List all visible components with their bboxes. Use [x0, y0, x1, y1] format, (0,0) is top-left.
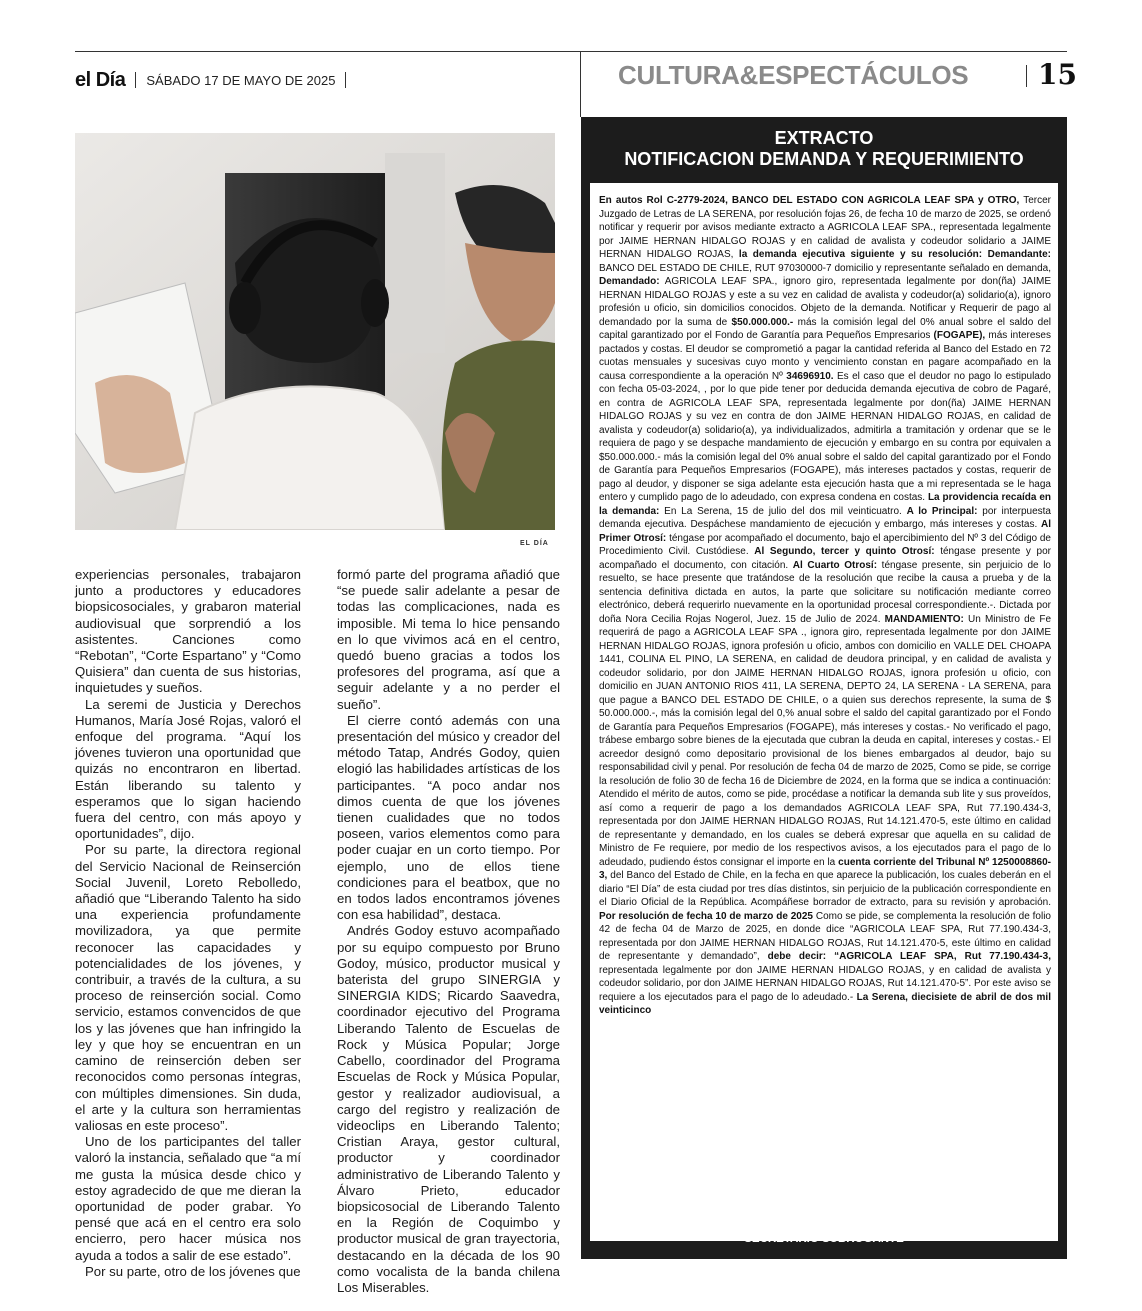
newspaper-logo: el Día: [75, 68, 126, 91]
notice-segment: más la comisión legal del 0% anual sobre el saldo del capital garantizado por el Fondo de Garantía para Pequeños Empresarios: [599, 316, 1051, 341]
notice-segment: Al Segundo, tercer y quinto Otrosí:: [754, 546, 935, 557]
section-title: CULTURA&ESPECTÁCULOS: [618, 60, 969, 90]
legal-notice-text: [599, 194, 1051, 1018]
article-column-1: [75, 567, 301, 1280]
notice-segment: Por resolución de fecha 10 de marzo de 2025: [599, 910, 813, 922]
article-paragraph: experiencias personales, trabajaron junto a productores y educadores biopsicosociales, y grabaron material audiovisual que sorprendió a los asistentes. Canciones como “Rebotan”, “Corte Espartano” y “Como Quisiera” dan cuenta de sus historias, inquietudes y sueños.: [75, 567, 301, 696]
article-paragraph: Andrés Godoy estuvo acompañado por su equipo compuesto por Bruno Godoy, músico, productor musical y baterista del grupo SINERGIA y SINERGIA KIDS; Ricardo Saavedra, coordinador ejecutivo del Programa Liberando Talento de Escuelas de Rock y Música Popular; Jorge Cabello, coordinador del Programa Escuelas de Rock y Música Popular, gestor y realizador audiovisual, a cargo del registro y realización de videoclips en Liberando Talento; Cristian Araya, gestor cultural, productor y coordinador administrativo de Liberando Talento y Álvaro Prieto, educador biopsicosocial de Liberando Talento en la Región de Coquimbo y productor musical de gran trayectoria, destacando en la década de los 90 como vocalista de la banda chilena Los Miserables.: [337, 923, 560, 1295]
article-paragraph: Por su parte, la directora regional del Servicio Nacional de Reinserción Social Juvenil, Loreto Rebolledo, añadió que “Liberando Talento ha sido una experiencia profundamente movilizadora, ya que permite reconocer las capacidades y potencialidades de los jóvenes, y contribuir, a través de la cultura, a su proceso de reinserción social. Como servicio, estamos convencidos de que los y las jóvenes que han infringido la ley y que hoy se encuentran en un camino de reinserción deben ser reconocidos como personas íntegras, con múltiples dimensiones. Sin duda, el arte y la cultura son herramientas valiosas en este proceso”.: [75, 842, 301, 1133]
notice-segment: representada legalmente por don JAIME HERNAN HIDALGO ROJAS, y en calidad de avalista y codeudor solidario, por don JAIME HERNAN HIDALGO ROJAS, Rut 14.121.470-5”. Por este aviso se requiere a los ejecutados para el pago de lo adeudado.-: [599, 964, 1051, 1003]
notice-segment: la demanda ejecutiva siguiente y su resolución: Demandante:: [738, 249, 1051, 260]
header-divider: [580, 51, 581, 117]
header-rule: [75, 51, 1067, 52]
notice-segment: Tercer Juzgado de Letras de LA SERENA, por resolución fojas 26, de fecha 10 de marzo de 2025, se ordenó notificar y requerir por avisos mediante extracto a AGRICOLA LEAF SPA., representada legalmente por JAIME HERNAN HIDALGO ROJAS y en calidad de avalista y codeudor solidario a JAIME HERNAN HIDALGO ROJAS,: [599, 195, 1051, 260]
notice-segment: MANDAMIENTO:: [884, 613, 964, 625]
legal-notice: [581, 117, 1067, 1259]
notice-segment: La Serena, diecisiete de abril de dos mil veinticinco: [599, 991, 1051, 1016]
notice-segment: (FOGAPE),: [933, 330, 986, 341]
notice-segment: En La Serena, 15 de julio del dos mil veinticuatro.: [659, 505, 907, 517]
signer-name: ERICK BARRIOS RIQUELME: [746, 1217, 902, 1229]
notice-segment: BANCO DEL ESTADO DE CHILE, RUT 97030000-7 domicilio y representante señalado en demanda,: [599, 262, 1051, 274]
notice-segment: Al Cuarto Otrosí:: [792, 559, 878, 571]
page-number-separator: [1026, 65, 1027, 87]
notice-segment: La providencia recaída en la demanda:: [599, 492, 1051, 517]
article-paragraph: El cierre contó además con una presentación del músico y creador del método Tatap, Andrés Godoy, quien elogió las habilidades artísticas de los participantes. “A poco andar nos dimos cuenta de que los jóvenes tienen cualidades que no todos poseen, varios elementos como para poder cuajar en un corto tiempo. Por ejemplo, uno de ellos tiene condiciones para el beatbox, que no en todos lados encontramos jóvenes con esa habilidad”, destaca.: [337, 712, 560, 923]
article-paragraph: formó parte del programa añadió que “se puede salir adelante a pesar de todas las complicaciones, nada es imposible. Mi tema lo hice pensando en lo que vivimos acá en el centro, quedó bueno gracias a todos los profesores del programa, así que a seguir adelante y a no perder el sueño”.: [337, 567, 560, 712]
notice-segment: Es el caso que el deudor no pago lo estipulado con fecha 05-03-2024, , por lo que pide tener por deducida demanda ejecutiva de cobro de Pagaré, en contra de AGRICOLA LEAF SPA, representada legalmente por don(ña) JAIME HERNAN HIDALGO ROJAS y su vez en contra de don JAIME HERNAN HIDALGO ROJAS, en calidad de avalista y codeudor(a) solidario(a), ya individualizados, admitirla a tramitación y ordenar que se le requiera de pago y se despache mandamiento de ejecución y embargo en su contra por equivalen a $50.000.000.- más la comisión legal del 0% anual sobre el saldo del capital garantizado por el Fondo de Garantía para Pequeños Empresarios (FOGAPE), más intereses pactados y costas, requerir de pago al deudor, y disponer se siga adelante esta ejecución hasta que a mi representada se le haga entero y cumplido pago de lo adeudado, con expresa condena en costas.: [599, 370, 1051, 503]
header-separator: [135, 72, 136, 88]
notice-segment: debe decir: “AGRICOLA LEAF SPA, Rut 77.190.434-3,: [767, 951, 1051, 962]
notice-segment: téngase presente, sin perjuicio de lo resuelto, se hace presente que tratándose de la resolución que recibe la causa a prueba y de la sentencia definitiva dictada en autos, la parte que solicitare su notificación mediante correo electrónico, deberá requerirlo nuevamente en la oportunidad procesal correspondiente.-. Dictada por doña Nora Cecilia Rojas Nogerol, Juez. 15 de Julio de 2024.: [599, 559, 1051, 625]
article-photo: [75, 133, 555, 530]
notice-segment: 34696910.: [786, 370, 834, 382]
notice-segment: Un Ministro de Fe requerirá de pago a AGRICOLA LEAF SPA ., ignora giro, representada legalmente por don JAIME HERNAN HIDALGO ROJAS, ignora profesión u oficio, ambos con domicilio en VALLE DEL CHOAPA 1441, COLINA EL PINO, LA SERENA, en calidad de deudora principal, y en calidad de avalista y codeudor solidario, por don JAIME HERNAN HIDALGO ROJAS, ignora profesión u oficio, con domicilio en JUAN ANTONIO RIOS 411, LA SERENA, DEPTO 24, LA SERENA - LA SERENA, para que pague a BANCO DEL ESTADO DE CHILE, o a quien sus derechos represente, la suma de $ 50.000.000.-, más la comisión legal del 0,% anual sobre el saldo del capital garantizado por el Fondo de Garantía para Pequeños Empresarios (FOGAPE), más intereses y costas.- No verificado el pago, trábese embargo sobre bienes de la ejecutada que cubran la deuda en capital, intereses y costas.- El acreedor designó como depositario provisional de los bienes embargados al deudor, bajo su responsabilidad civil y penal. Por resolución de fecha 04 de marzo de 2025, Como se pide, se corrige la resolución de folio 30 de fecha 16 de Diciembre de 2024, en la forma que se indica a continuación: Atendido el mérito de autos, como se pide, procédase a notificar la demanda sub lite y sus proveídos, así como a requerir de pago a los demandados AGRICOLA LEAF SPA, Rut 77.190.434-3, representada por don JAIME HERNAN HIDALGO ROJAS, Rut 14.121.470-5, este último en calidad de representante y demandado, en los cuales se deberá expresar que aquella en su calidad de Ministro de Fe requiere, por medio de los respectivos avisos, a los ejecutados para el pago de lo adeudado, pudiendo éstos consignar el importe en la: [599, 613, 1052, 868]
notice-segment: téngase por acompañado el documento, bajo el apercibimiento del Nº 3 del Código de Procedimiento Civil. Custódiese.: [599, 532, 1051, 557]
legal-notice-signature: [581, 1215, 1067, 1247]
notice-title-line: EXTRACTO: [774, 128, 874, 148]
page-number: 15: [1038, 58, 1077, 91]
signer-title: SECRETARIO SUBROGANTE: [744, 1233, 904, 1245]
legal-notice-body: [590, 183, 1058, 1241]
notice-segment: téngase presente y por acompañado el documento, con citación.: [599, 546, 1052, 571]
issue-date: SÁBADO 17 DE MAYO DE 2025: [146, 72, 336, 88]
photo-credit: EL DÍA: [520, 540, 549, 547]
notice-segment: Demandado:: [599, 276, 660, 287]
article-paragraph: Por su parte, otro de los jóvenes que: [85, 1263, 301, 1279]
notice-segment: A lo Principal:: [906, 505, 978, 517]
notice-title-line: NOTIFICACION DEMANDA Y REQUERIMIENTO: [624, 149, 1024, 169]
legal-notice-title: [581, 128, 1067, 170]
page-header-left: [75, 67, 356, 93]
header-separator: [345, 72, 346, 88]
photo-illustration: [75, 133, 555, 530]
article-paragraph: Uno de los participantes del taller valoró la instancia, señalado que “a mí me gusta la música desde chico y estoy agradecido de que me dieran la oportunidad de poder grabar. Yo pensé que acá en el centro era solo encierro, pero hacer música nos ayuda a todos a salir de ese estado”.: [75, 1134, 301, 1263]
notice-segment: cuenta corriente del Tribunal Nº 1250008860-3,: [599, 856, 1051, 881]
notice-segment: más intereses pactados y costas. El deudor se comprometió a pagar la cantidad referida al Banco del Estado en 72 cuotas mensuales y sucesivas cuyo monto y vencimiento constan en pagare acompañado en la causa correspondiente a la operación Nº: [599, 330, 1051, 382]
notice-segment: En autos Rol C-2779-2024, BANCO DEL ESTADO CON AGRICOLA LEAF SPA y OTRO,: [599, 195, 1020, 206]
notice-segment: Como se pide, se complementa la resolución de folio 42 de fecha 04 de Marzo de 2025, en donde dice “AGRICOLA LEAF SPA, Rut 77.190.434-3, representada por don JAIME HERNAN HIDALGO ROJAS, Rut 14.121.470-5, este último en calidad de representante y demandado”,: [599, 910, 1051, 962]
article-paragraph: La seremi de Justicia y Derechos Humanos, María José Rojas, valoró el enfoque del programa. “Aquí los jóvenes tuvieron una oportunidad que quizás no encontraron en libertad. Están liberando su talento y esperamos que lo sigan haciendo fuera del centro, con más apoyo y oportunidades”, dijo.: [75, 696, 301, 842]
notice-segment: $50.000.000.-: [731, 316, 794, 328]
notice-segment: del Banco del Estado de Chile, en la fecha en que aparece la publicación, los cuales deberán en el diario “El Día” de esta ciudad por tres días distintos, sin perjuicio de la publicación correspondiente en el Diario Oficial de la República. Acompáñese borrador de extracto, para su revisión y aprobación.: [599, 870, 1051, 908]
notice-segment: por interpuesta demanda ejecutiva. Despáchese mandamiento de ejecución y embargo, más intereses y costas.: [599, 505, 1051, 530]
notice-segment: AGRICOLA LEAF SPA., ignoro giro, representada legalmente por don(ña) JAIME HERNAN HIDALGO ROJAS y este a su vez en calidad de avalista y codeudor(a) solidario(a), ignoro profesión u oficio, sin domicilios conocidos. Objeto de la demanda. Notificar y Requerir de pago al demandado por la suma de: [599, 276, 1051, 328]
article-column-2: [337, 567, 560, 1296]
notice-segment: Al Primer Otrosí:: [599, 519, 1051, 544]
